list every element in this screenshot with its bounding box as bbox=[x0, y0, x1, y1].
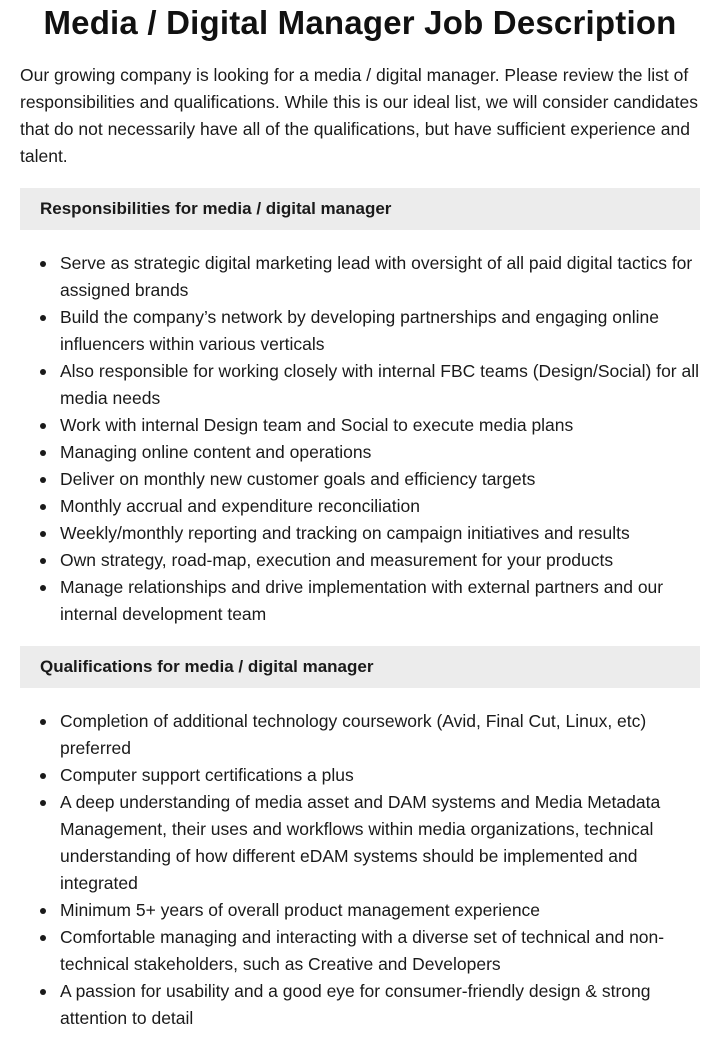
list-item bbox=[20, 924, 700, 978]
list-item bbox=[20, 708, 700, 762]
list-item bbox=[20, 466, 700, 493]
list-item-text: Weekly/monthly reporting and tracking on campaign initiatives and results bbox=[60, 523, 630, 543]
list-item-text: A deep understanding of media asset and DAM systems and Media Metadata Management, their uses and workflows within media organizations, technical understanding of how different eDAM systems should be implemented and integrated bbox=[60, 792, 661, 893]
bullet-icon bbox=[40, 558, 46, 564]
list-item-text: Minimum 5+ years of overall product management experience bbox=[60, 900, 541, 920]
list-item-text: Build the company’s network by developing partnerships and engaging online influencers within various verticals bbox=[60, 307, 659, 354]
list-item-text: Completion of additional technology coursework (Avid, Final Cut, Linux, etc) preferred bbox=[60, 711, 647, 758]
list-item bbox=[20, 250, 700, 304]
list-item-text: Work with internal Design team and Social to execute media plans bbox=[60, 415, 574, 435]
list-item bbox=[20, 547, 700, 574]
list-item bbox=[20, 439, 700, 466]
list-item-text: Comfortable managing and interacting with a diverse set of technical and non-technical stakeholders, such as Creative and Developers bbox=[60, 927, 665, 974]
bullet-icon bbox=[40, 531, 46, 537]
responsibilities-list bbox=[20, 250, 700, 628]
list-item-text: Managing online content and operations bbox=[60, 442, 372, 462]
bullet-icon bbox=[40, 989, 46, 995]
list-item-text: A passion for usability and a good eye for consumer-friendly design & strong attention to detail bbox=[60, 981, 651, 1028]
qualifications-heading bbox=[20, 646, 700, 688]
bullet-icon bbox=[40, 935, 46, 941]
list-item bbox=[20, 358, 700, 412]
list-item bbox=[20, 493, 700, 520]
list-item-text: Computer support certifications a plus bbox=[60, 765, 354, 785]
qualifications-heading-text: Qualifications for media / digital manager bbox=[40, 657, 374, 676]
list-item-text: Also responsible for working closely with internal FBC teams (Design/Social) for all media needs bbox=[60, 361, 699, 408]
bullet-icon bbox=[40, 450, 46, 456]
list-item bbox=[20, 412, 700, 439]
list-item bbox=[20, 304, 700, 358]
bullet-icon bbox=[40, 369, 46, 375]
responsibilities-heading bbox=[20, 188, 700, 230]
page-title: Media / Digital Manager Job Description bbox=[43, 4, 677, 41]
bullet-icon bbox=[40, 908, 46, 914]
bullet-icon bbox=[40, 261, 46, 267]
bullet-icon bbox=[40, 773, 46, 779]
intro-paragraph: Our growing company is looking for a media / digital manager. Please review the list of responsibilities and qualifications. While this is our ideal list, we will consider candidates that do not necessarily have all of the qualifications, but have sufficient experience and talent. bbox=[20, 65, 698, 166]
qualifications-list bbox=[20, 708, 700, 1032]
list-item bbox=[20, 574, 700, 628]
list-item bbox=[20, 978, 700, 1032]
list-item-text: Manage relationships and drive implementation with external partners and our internal development team bbox=[60, 577, 664, 624]
bullet-icon bbox=[40, 800, 46, 806]
list-item-text: Deliver on monthly new customer goals and efficiency targets bbox=[60, 469, 536, 489]
responsibilities-heading-text: Responsibilities for media / digital manager bbox=[40, 199, 392, 218]
bullet-icon bbox=[40, 719, 46, 725]
list-item bbox=[20, 520, 700, 547]
list-item bbox=[20, 789, 700, 897]
list-item bbox=[20, 762, 700, 789]
list-item bbox=[20, 897, 700, 924]
bullet-icon bbox=[40, 423, 46, 429]
list-item-text: Serve as strategic digital marketing lead with oversight of all paid digital tactics for assigned brands bbox=[60, 253, 693, 300]
bullet-icon bbox=[40, 315, 46, 321]
list-item-text: Own strategy, road-map, execution and measurement for your products bbox=[60, 550, 614, 570]
bullet-icon bbox=[40, 585, 46, 591]
bullet-icon bbox=[40, 504, 46, 510]
list-item-text: Monthly accrual and expenditure reconciliation bbox=[60, 496, 420, 516]
bullet-icon bbox=[40, 477, 46, 483]
